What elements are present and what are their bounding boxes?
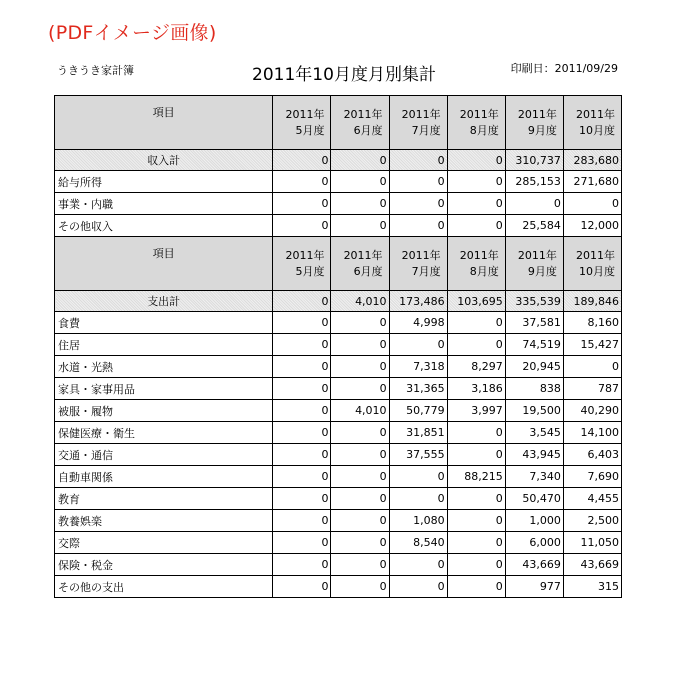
amount-cell: 88,215 [447,466,505,488]
header-month: 6月度 [353,123,383,137]
report-title: 2011年10月度月別集計 [252,65,436,85]
header-month-cell [447,96,505,150]
amount-cell: 0 [447,576,505,598]
amount-cell: 0 [273,532,331,554]
amount-cell: 7,690 [563,466,621,488]
header-year: 2011年 [459,248,499,262]
amount-cell: 2,500 [563,510,621,532]
amount-cell: 0 [331,171,389,193]
amount-cell: 0 [273,554,331,576]
header-month-cell [389,237,447,291]
amount-cell: 40,290 [563,400,621,422]
amount-cell: 25,584 [505,215,563,237]
header-month: 9月度 [527,123,557,137]
amount-cell: 0 [331,422,389,444]
category-label: 教育 [55,488,273,510]
amount-cell: 4,998 [389,312,447,334]
amount-cell: 0 [447,334,505,356]
amount-cell: 0 [331,466,389,488]
header-year: 2011年 [343,248,383,262]
table-row [55,312,622,334]
table-row [55,488,622,510]
amount-cell: 0 [273,488,331,510]
header-year: 2011年 [285,107,325,121]
amount-cell: 0 [447,312,505,334]
amount-cell: 0 [331,576,389,598]
amount-cell: 8,297 [447,356,505,378]
header-month-cell [505,237,563,291]
amount-cell: 15,427 [563,334,621,356]
amount-cell: 31,851 [389,422,447,444]
amount-cell: 0 [389,554,447,576]
amount-cell: 0 [273,466,331,488]
header-month-cell [563,96,621,150]
amount-cell: 0 [331,215,389,237]
category-label: 食費 [55,312,273,334]
expense-total-value: 0 [273,291,331,312]
category-label: 交際 [55,532,273,554]
expense-total-value: 189,846 [563,291,621,312]
category-label: 住居 [55,334,273,356]
header-month-cell [447,237,505,291]
category-label: その他収入 [55,215,273,237]
table-row [55,532,622,554]
amount-cell: 0 [331,510,389,532]
amount-cell: 0 [447,488,505,510]
category-label: その他の支出 [55,576,273,598]
amount-cell: 787 [563,378,621,400]
amount-cell: 43,669 [563,554,621,576]
amount-cell: 0 [389,193,447,215]
amount-cell: 0 [447,171,505,193]
amount-cell: 0 [331,193,389,215]
header-month: 8月度 [469,123,499,137]
amount-cell: 0 [447,532,505,554]
amount-cell: 0 [273,400,331,422]
table-row [55,193,622,215]
header-year: 2011年 [401,248,441,262]
income-total-value: 283,680 [563,150,621,171]
income-total-value: 310,737 [505,150,563,171]
header-item-label: 項目 [55,237,273,291]
category-label: 給与所得 [55,171,273,193]
amount-cell: 0 [331,334,389,356]
header-year: 2011年 [576,107,615,121]
amount-cell: 20,945 [505,356,563,378]
amount-cell: 50,779 [389,400,447,422]
amount-cell: 0 [331,488,389,510]
header-year: 2011年 [576,248,615,262]
amount-cell: 0 [389,334,447,356]
amount-cell: 0 [331,378,389,400]
amount-cell: 0 [273,378,331,400]
header-month: 9月度 [527,264,557,278]
amount-cell: 1,000 [505,510,563,532]
category-label: 交通・通信 [55,444,273,466]
table-row [55,576,622,598]
amount-cell: 11,050 [563,532,621,554]
expense-total-row [55,291,622,312]
amount-cell: 8,540 [389,532,447,554]
income-header-row [55,96,622,150]
amount-cell: 0 [331,444,389,466]
expense-total-value: 4,010 [331,291,389,312]
category-label: 被服・履物 [55,400,273,422]
expense-total-value: 103,695 [447,291,505,312]
amount-cell: 74,519 [505,334,563,356]
header-item-label: 項目 [55,96,273,150]
category-label: 自動車関係 [55,466,273,488]
amount-cell: 0 [273,312,331,334]
expense-total-value: 335,539 [505,291,563,312]
amount-cell: 4,010 [331,400,389,422]
category-label: 保険・税金 [55,554,273,576]
header-month-cell [273,237,331,291]
amount-cell: 0 [447,510,505,532]
amount-cell: 0 [563,193,621,215]
expense-total-value: 173,486 [389,291,447,312]
income-total-value: 0 [389,150,447,171]
header-month-cell [563,237,621,291]
header-month-cell [273,96,331,150]
amount-cell: 7,340 [505,466,563,488]
amount-cell: 977 [505,576,563,598]
income-total-value: 0 [273,150,331,171]
header-year: 2011年 [517,107,557,121]
amount-cell: 0 [273,215,331,237]
app-name: うきうき家計簿 [57,64,134,77]
amount-cell: 3,545 [505,422,563,444]
header-year: 2011年 [459,107,499,121]
income-total-row [55,150,622,171]
table-row [55,554,622,576]
amount-cell: 0 [331,356,389,378]
table-row [55,334,622,356]
amount-cell: 0 [331,312,389,334]
header-month-cell [331,96,389,150]
header-month: 10月度 [579,123,615,137]
income-total-value: 0 [447,150,505,171]
amount-cell: 1,080 [389,510,447,532]
category-label: 事業・内職 [55,193,273,215]
amount-cell: 37,581 [505,312,563,334]
amount-cell: 0 [273,356,331,378]
amount-cell: 0 [273,510,331,532]
amount-cell: 0 [389,215,447,237]
monthly-summary-table [54,95,622,598]
amount-cell: 0 [273,444,331,466]
table-row [55,356,622,378]
table-row [55,422,622,444]
header-year: 2011年 [285,248,325,262]
amount-cell: 0 [447,444,505,466]
amount-cell: 285,153 [505,171,563,193]
amount-cell: 0 [563,356,621,378]
header-year: 2011年 [517,248,557,262]
amount-cell: 0 [273,193,331,215]
amount-cell: 0 [505,193,563,215]
amount-cell: 43,669 [505,554,563,576]
amount-cell: 0 [447,215,505,237]
amount-cell: 0 [389,466,447,488]
income-total-label: 収入計 [55,150,273,171]
amount-cell: 8,160 [563,312,621,334]
amount-cell: 0 [389,576,447,598]
category-label: 保健医療・衛生 [55,422,273,444]
header-year: 2011年 [401,107,441,121]
header-month: 7月度 [411,123,441,137]
amount-cell: 0 [273,171,331,193]
header-month-cell [389,96,447,150]
category-label: 水道・光熱 [55,356,273,378]
amount-cell: 0 [331,554,389,576]
amount-cell: 315 [563,576,621,598]
amount-cell: 0 [389,171,447,193]
amount-cell: 3,997 [447,400,505,422]
amount-cell: 0 [447,193,505,215]
amount-cell: 6,403 [563,444,621,466]
amount-cell: 0 [273,576,331,598]
expense-header-row [55,237,622,291]
table-row [55,215,622,237]
table-row [55,510,622,532]
amount-cell: 4,455 [563,488,621,510]
amount-cell: 31,365 [389,378,447,400]
amount-cell: 50,470 [505,488,563,510]
amount-cell: 0 [447,422,505,444]
amount-cell: 0 [273,334,331,356]
amount-cell: 271,680 [563,171,621,193]
table-row [55,400,622,422]
amount-cell: 37,555 [389,444,447,466]
amount-cell: 838 [505,378,563,400]
amount-cell: 0 [273,422,331,444]
category-label: 家具・家事用品 [55,378,273,400]
header-year: 2011年 [343,107,383,121]
header-month-cell [331,237,389,291]
header-month: 10月度 [579,264,615,278]
amount-cell: 6,000 [505,532,563,554]
amount-cell: 7,318 [389,356,447,378]
print-date: 印刷日：2011/09/29 [510,62,618,75]
amount-cell: 14,100 [563,422,621,444]
amount-cell: 43,945 [505,444,563,466]
expense-total-label: 支出計 [55,291,273,312]
amount-cell: 3,186 [447,378,505,400]
header-month: 7月度 [411,264,441,278]
amount-cell: 19,500 [505,400,563,422]
category-label: 教養娯楽 [55,510,273,532]
amount-cell: 12,000 [563,215,621,237]
header-month: 5月度 [295,264,325,278]
pdf-image-caption: (PDFイメージ画像) [48,22,217,44]
table-row [55,466,622,488]
header-month: 6月度 [353,264,383,278]
table-row [55,444,622,466]
amount-cell: 0 [389,488,447,510]
header-month-cell [505,96,563,150]
amount-cell: 0 [331,532,389,554]
table-row [55,378,622,400]
income-total-value: 0 [331,150,389,171]
header-month: 8月度 [469,264,499,278]
table-row [55,171,622,193]
header-month: 5月度 [295,123,325,137]
amount-cell: 0 [447,554,505,576]
